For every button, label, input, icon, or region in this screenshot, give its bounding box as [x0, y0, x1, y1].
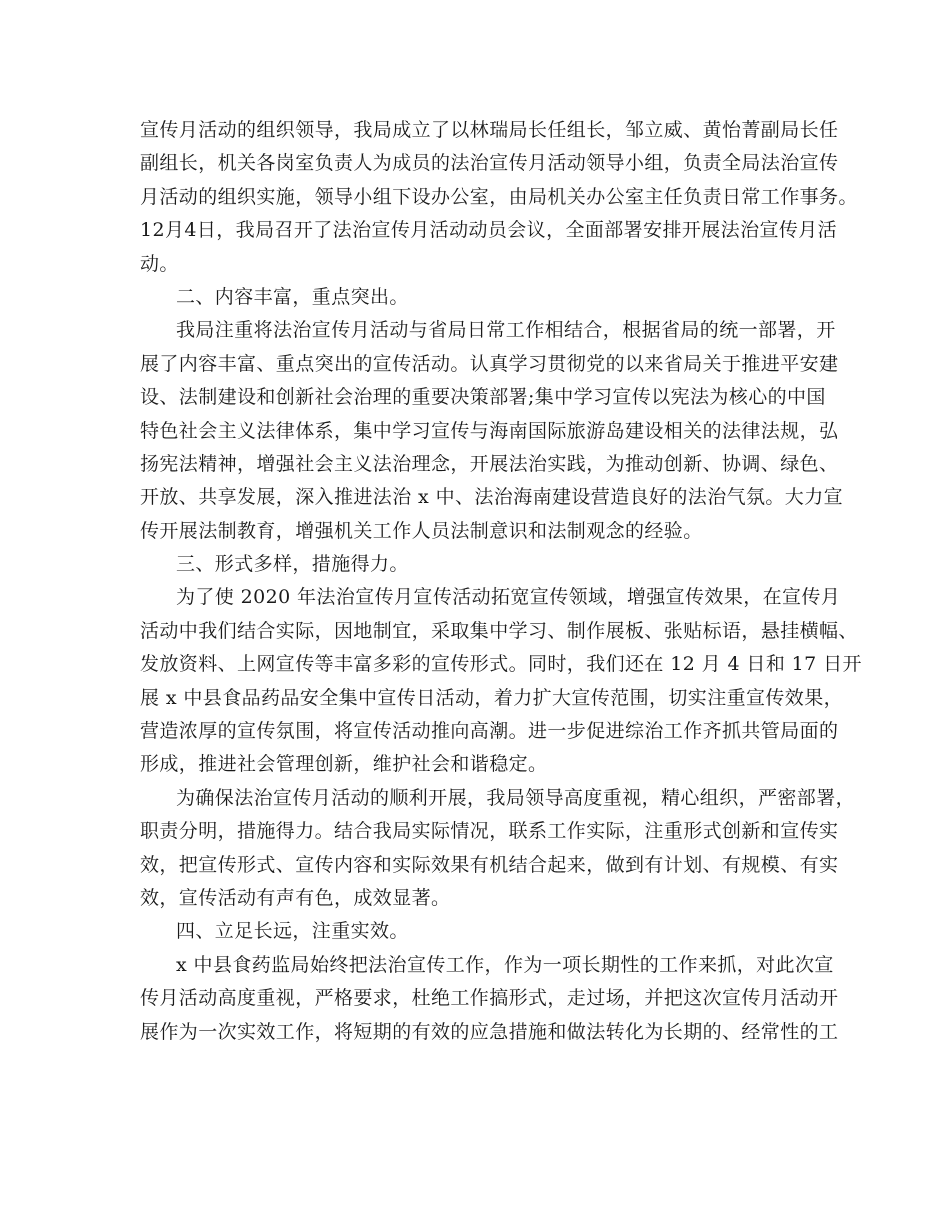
document-body: [140, 114, 862, 1049]
text-line: 展了内容丰富、重点突出的宣传活动。认真学习贯彻党的以来省局关于推进平安建: [140, 352, 839, 375]
text-line: 副组长，机关各岗室负责人为成员的法治宣传月活动领导小组，负责全局法治宣传: [140, 152, 839, 175]
section-heading: 四、立足长远，注重实效。: [176, 920, 409, 943]
text-line: 传开展法制教育，增强机关工作人员法制意识和法制观念的经验。: [140, 519, 703, 542]
text-line: 为确保法治宣传月活动的顺利开展，我局领导高度重视，精心组织，严密部署，: [176, 786, 856, 809]
text-line: x 中县食药监局始终把法治宣传工作，作为一项长期性的工作来抓，对此次宣: [176, 953, 834, 976]
text-line: 设、法制建设和创新社会治理的重要决策部署;集中学习宣传以宪法为核心的中国: [140, 386, 826, 409]
text-line: 12月4日，我局召开了法治宣传月活动动员会议，全面部署安排开展法治宣传月活: [140, 219, 838, 242]
text-line: 展 x 中县食品药品安全集中宣传日活动，着力扩大宣传范围，切实注重宣传效果，: [140, 686, 843, 709]
text-line: 营造浓厚的宣传氛围，将宣传活动推向高潮。进一步促进综治工作齐抓共管局面的: [140, 720, 839, 743]
text-line: 形成，推进社会管理创新，维护社会和谐稳定。: [140, 753, 548, 776]
text-line: 开放、共享发展，深入推进法治 x 中、法治海南建设营造良好的法治气氛。大力宣: [140, 486, 843, 509]
text-line: 扬宪法精神，增强社会主义法治理念，开展法治实践，为推动创新、协调、绿色、: [140, 452, 839, 475]
text-line: 特色社会主义法律体系，集中学习宣传与海南国际旅游岛建设相关的法律法规，弘: [140, 419, 839, 442]
text-line: 为了使 2020 年法治宣传月宣传活动拓宽宣传领域，增强宣传效果，在宣传月: [176, 586, 841, 609]
section-heading: 三、形式多样，措施得力。: [176, 553, 409, 576]
text-line: 展作为一次实效工作，将短期的有效的应急措施和做法转化为长期的、经常性的工: [140, 1020, 839, 1043]
section-heading: 二、内容丰富，重点突出。: [176, 285, 409, 308]
text-line: 效，宣传活动有声有色，成效显著。: [140, 886, 451, 909]
text-line: 发放资料、上网宣传等丰富多彩的宣传形式。同时，我们还在 12 月 4 日和 17 日开: [140, 653, 862, 676]
text-line: 传月活动高度重视，严格要求，杜绝工作搞形式，走过场，并把这次宣传月活动开: [140, 987, 839, 1010]
text-line: 职责分明，措施得力。结合我局实际情况，联系工作实际，注重形式创新和宣传实: [140, 820, 839, 843]
text-line: 效，把宣传形式、宣传内容和实际效果有机结合起来，做到有计划、有规模、有实: [140, 853, 839, 876]
text-line: 我局注重将法治宣传月活动与省局日常工作相结合，根据省局的统一部署，开: [176, 319, 836, 342]
text-line: 月活动的组织实施，领导小组下设办公室，由局机关办公室主任负责日常工作事务。: [140, 185, 858, 208]
text-line: 宣传月活动的组织领导，我局成立了以林瑞局长任组长，邹立威、黄怡菁副局长任: [140, 119, 839, 141]
text-line: 动。: [140, 252, 179, 275]
text-line: 活动中我们结合实际，因地制宜，采取集中学习、制作展板、张贴标语，悬挂横幅、: [140, 619, 858, 642]
